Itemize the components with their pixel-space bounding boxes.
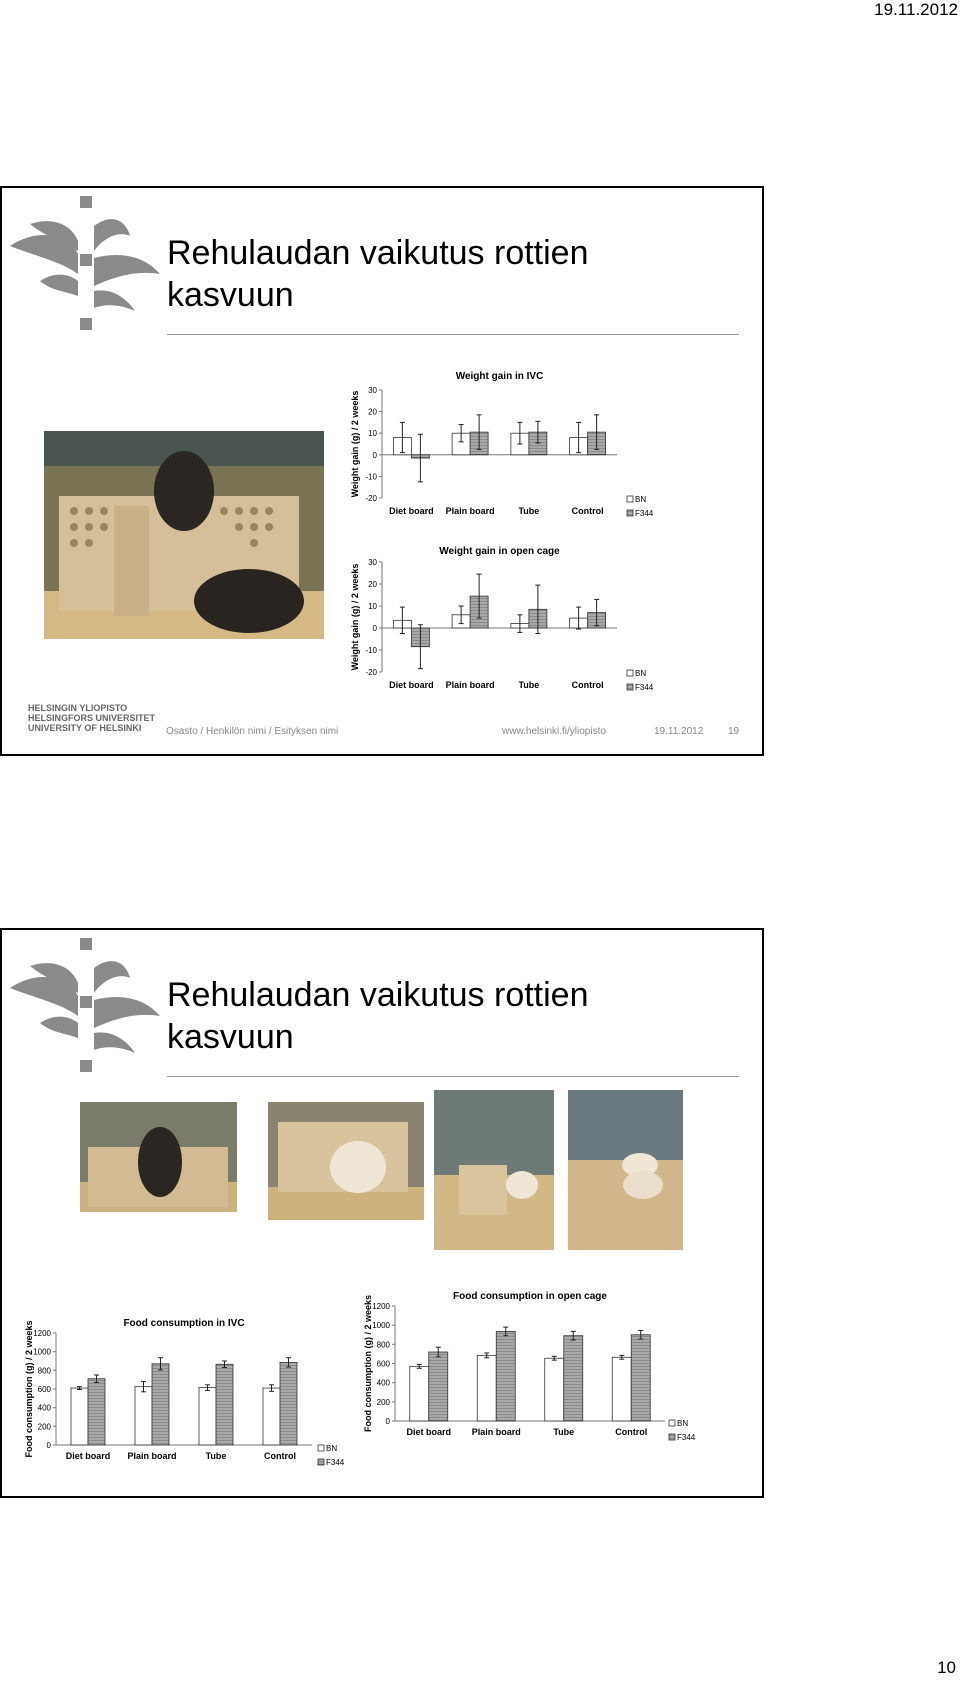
title-divider [167, 334, 739, 335]
y-tick-label: -10 [365, 646, 377, 655]
y-tick-label: 0 [372, 450, 377, 460]
bar-f344 [564, 1336, 583, 1421]
rat-on-diet-board-photo [44, 431, 324, 639]
y-tick-label: 20 [368, 580, 377, 589]
university-name-sv: HELSINGFORS UNIVERSITET [28, 713, 156, 723]
x-category-label: Control [615, 1427, 648, 1437]
bar-bn [199, 1388, 216, 1445]
y-tick-label: 10 [368, 602, 377, 611]
rat-plain-board-photo [268, 1102, 424, 1220]
x-category-label: Tube [518, 680, 540, 690]
page-number: 10 [937, 1658, 956, 1677]
food-consumption-open-cage-chart [363, 1291, 747, 1488]
bar-bn [263, 1388, 280, 1445]
bar-bn [477, 1355, 496, 1421]
chart-title: Weight gain in open cage [439, 546, 560, 557]
legend-swatch-f344 [627, 510, 633, 516]
legend-swatch-f344 [669, 1434, 675, 1440]
bar-bn [71, 1388, 88, 1445]
x-category-label: Diet board [65, 1451, 111, 1461]
y-tick-label: 1000 [372, 1321, 390, 1331]
y-tick-label: 600 [37, 1385, 51, 1394]
slide-title: Rehulaudan vaikutus rottien kasvuun [167, 234, 589, 314]
x-category-label: Tube [518, 506, 540, 516]
slide-2 [0, 928, 764, 1498]
university-name-fi: HELSINGIN YLIOPISTO [28, 703, 128, 713]
weight-gain-ivc-chart [352, 358, 712, 553]
y-tick-label: 600 [376, 1359, 390, 1369]
footer-date: 19.11.2012 [654, 726, 704, 737]
x-category-label: Plain board [445, 506, 495, 516]
bar-f344 [216, 1364, 233, 1445]
bar-f344 [496, 1331, 515, 1421]
chart-title: Food consumption in IVC [123, 1318, 245, 1329]
bar-f344 [429, 1352, 448, 1421]
y-tick-label: 800 [37, 1366, 51, 1376]
bar-bn [612, 1357, 631, 1421]
bar-bn [135, 1387, 152, 1445]
y-tick-label: -20 [365, 494, 377, 503]
legend-label-bn: BN [635, 669, 647, 678]
x-category-label: Tube [553, 1427, 575, 1437]
university-flame-logo-icon [10, 196, 165, 336]
footer-url: www.helsinki.fi/yliopisto [502, 726, 606, 737]
slide-1 [0, 186, 764, 756]
y-tick-label: 20 [368, 407, 377, 417]
page-date: 19.11.2012 [874, 0, 958, 19]
x-category-label: Control [571, 506, 604, 516]
y-tick-label: 0 [372, 624, 377, 633]
y-axis-label: Food consumption (g) / 2 weeks [363, 1294, 373, 1433]
rat-diet-board-photo [80, 1102, 237, 1212]
y-tick-label: 30 [368, 386, 377, 395]
university-name-en: UNIVERSITY OF HELSINKI [28, 723, 142, 733]
chart-title: Weight gain in IVC [455, 371, 544, 382]
x-category-label: Tube [205, 1451, 227, 1461]
y-tick-label: 1200 [372, 1302, 390, 1311]
y-tick-label: 30 [368, 558, 377, 567]
x-category-label: Diet board [406, 1427, 452, 1437]
x-category-label: Diet board [389, 680, 434, 690]
y-tick-label: 0 [385, 1417, 390, 1426]
y-tick-label: 1200 [33, 1329, 51, 1338]
bar-bn [410, 1366, 429, 1421]
x-category-label: Plain board [445, 680, 495, 690]
x-category-label: Control [264, 1451, 296, 1461]
x-category-label: Control [571, 680, 604, 690]
legend-swatch-bn [669, 1420, 675, 1426]
rats-control-photo [568, 1090, 683, 1250]
x-category-label: Plain board [471, 1427, 521, 1437]
y-axis-label: Weight gain (g) / 2 weeks [350, 563, 360, 671]
title-divider [167, 1076, 739, 1077]
x-category-label: Diet board [389, 506, 434, 516]
y-tick-label: 800 [376, 1340, 390, 1350]
weight-gain-open-cage-chart [350, 546, 712, 725]
y-tick-label: 10 [368, 429, 377, 439]
y-tick-label: -20 [365, 668, 377, 677]
legend-swatch-bn [627, 496, 633, 502]
university-flame-logo-icon [10, 938, 165, 1078]
bar-f344 [280, 1362, 297, 1445]
y-tick-label: 1000 [33, 1347, 51, 1357]
legend-swatch-f344 [627, 684, 633, 690]
y-tick-label: 400 [376, 1378, 390, 1388]
legend-swatch-f344 [318, 1459, 324, 1465]
y-tick-label: -10 [365, 472, 377, 482]
legend-label-bn: BN [677, 1419, 689, 1428]
university-name-footer [28, 703, 155, 733]
y-axis-label: Weight gain (g) / 2 weeks [350, 390, 360, 498]
legend-label-bn: BN [635, 495, 647, 504]
bar-f344 [631, 1335, 650, 1421]
legend-label-bn: BN [326, 1444, 338, 1453]
legend-swatch-bn [318, 1445, 324, 1451]
footer-slide-number: 19 [728, 726, 740, 737]
y-axis-label: Food consumption (g) / 2 weeks [24, 1320, 34, 1458]
y-tick-label: 400 [37, 1403, 51, 1413]
rats-tube-photo [434, 1090, 554, 1250]
footer-department: Osasto / Henkilön nimi / Esityksen nimi [166, 726, 339, 737]
y-tick-label: 200 [376, 1397, 390, 1407]
slide-title: Rehulaudan vaikutus rottien kasvuun [167, 976, 589, 1056]
y-tick-label: 200 [37, 1422, 51, 1432]
legend-label-f344: F344 [635, 509, 654, 518]
legend-label-f344: F344 [677, 1433, 696, 1442]
y-tick-label: 0 [46, 1441, 51, 1450]
legend-label-f344: F344 [326, 1458, 345, 1467]
legend-swatch-bn [627, 670, 633, 676]
chart-title: Food consumption in open cage [453, 1291, 607, 1302]
food-consumption-ivc-chart [16, 1308, 356, 1488]
bar-f344 [152, 1364, 169, 1445]
bar-bn [545, 1358, 564, 1421]
legend-label-f344: F344 [635, 683, 654, 692]
x-category-label: Plain board [127, 1451, 177, 1461]
bar-f344 [88, 1379, 105, 1445]
